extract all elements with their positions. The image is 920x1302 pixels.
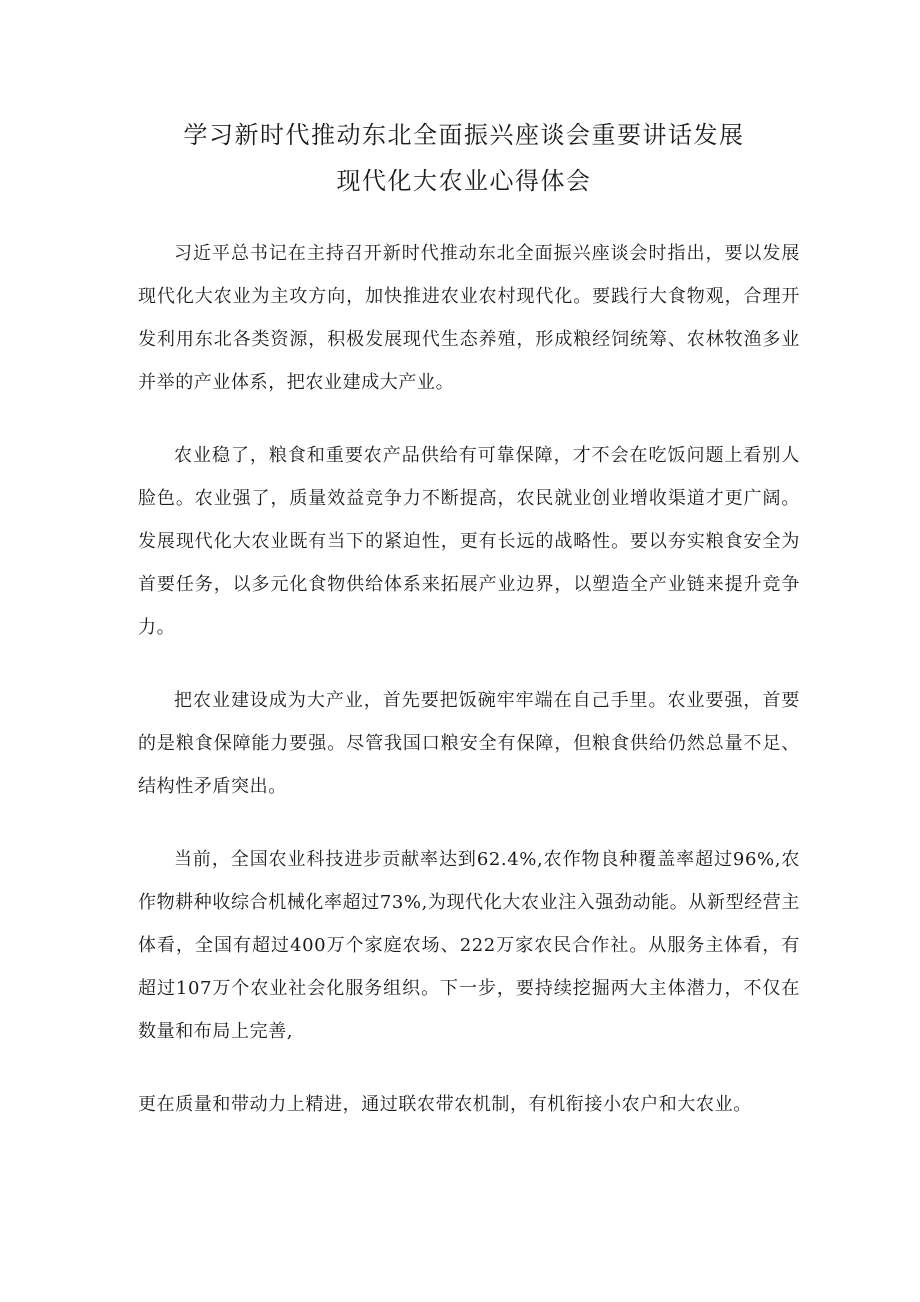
paragraph-5: 更在质量和带动力上精进，通过联农带农机制，有机衔接小农户和大农业。	[138, 1094, 752, 1115]
title-line-1: 学习新时代推动东北全面振兴座谈会重要讲话发展	[183, 121, 745, 149]
document-title	[138, 112, 800, 204]
paragraph-3: 把农业建设成为大产业，首先要把饭碗牢牢端在自己手里。农业要强，首要的是粮食保障能力要强。尽管我国口粮安全有保障，但粮食供给仍然总量不足、结构性矛盾突出。	[138, 690, 800, 797]
paragraph-4: 当前，全国农业科技进步贡献率达到62.4%,农作物良种覆盖率超过96%,农作物耕种收综合机械化率超过73%,为现代化大农业注入强劲动能。从新型经营主体看，全国有超过400万个家庭农场、222万家农民合作社。从服务主体看，有超过107万个农业社会化服务组织。下一步，要持续挖掘两大主体潜力，不仅在数量和布局上完善,	[138, 849, 800, 1042]
paragraph-1: 习近平总书记在主持召开新时代推动东北全面振兴座谈会时指出，要以发展现代化大农业为主攻方向，加快推进农业农村现代化。要践行大食物观，合理开发利用东北各类资源，积极发展现代生态养殖，形成粮经饲统筹、农林牧渔多业并举的产业体系，把农业建成大产业。	[138, 243, 800, 393]
paragraph-2: 农业稳了，粮食和重要农产品供给有可靠保障，才不会在吃饭问题上看别人脸色。农业强了，质量效益竞争力不断提高，农民就业创业增收渠道才更广阔。发展现代化大农业既有当下的紧迫性，更有长远的战略性。要以夯实粮食安全为首要任务，以多元化食物供给体系来拓展产业边界，以塑造全产业链来提升竞争力。	[138, 445, 800, 638]
title-line-2: 现代化大农业心得体会	[336, 167, 592, 195]
